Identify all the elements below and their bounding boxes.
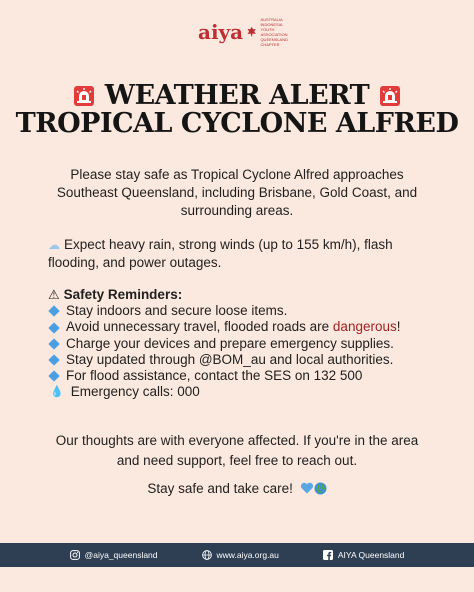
list-item: Avoid unnecessary travel, flooded roads are dangerous! (48, 319, 434, 335)
logo-tagline: AUSTRALIA INDONESIA YOUTH ASSOCIATION QUEENSLAND CHAPTER (260, 17, 288, 47)
globe-web-icon (202, 550, 212, 560)
garuda-icon (247, 21, 256, 43)
diamond-bullet-icon (48, 370, 59, 381)
diamond-bullet-icon (48, 338, 59, 349)
siren-icon (380, 86, 400, 106)
diamond-bullet-icon (48, 354, 59, 365)
list-item: 💧 Emergency calls: 000 (50, 384, 200, 400)
closing-line (0, 480, 474, 498)
list-item: For flood assistance, contact the SES on 132 500 (48, 368, 434, 384)
headline-weather-alert (0, 82, 474, 109)
list-item: Stay updated through @BOM_au and local authorities. (48, 352, 434, 368)
thoughts-text: Our thoughts are with everyone affected. If you're in the area and need support, feel free to reach out. (55, 433, 419, 468)
safety-reminders (48, 287, 434, 400)
facebook-link[interactable]: AIYA Queensland (323, 550, 404, 560)
globe-icon (314, 482, 327, 495)
blue-heart-icon (300, 482, 314, 494)
expect-text: Expect heavy rain, strong winds (up to 155 km/h), flash flooding, and power outages. (48, 237, 393, 270)
diamond-bullet-icon (48, 306, 59, 317)
expect-paragraph (48, 236, 434, 272)
danger-highlight: dangerous (332, 319, 397, 335)
closing-text: Stay safe and take care! (147, 481, 293, 496)
diamond-bullet-icon (48, 322, 59, 333)
facebook-icon (323, 550, 333, 560)
footer-bar (0, 543, 474, 567)
warning-icon: ⚠ (48, 287, 60, 302)
intro-text: Please stay safe as Tropical Cyclone Alfred approaches Southeast Queensland, including Brisbane, Gold Coast, and surrounding areas. (56, 167, 418, 218)
reminders-title: ⚠ Safety Reminders: (48, 287, 183, 302)
website-link[interactable]: www.aiya.org.au (202, 550, 279, 560)
instagram-link[interactable]: @aiya_queensland (70, 550, 158, 560)
headline-line2: TROPICAL CYCLONE ALFRED (15, 108, 459, 139)
snow-cloud-icon: ☁ (48, 238, 60, 252)
aiya-logo (198, 12, 288, 52)
list-item: Stay indoors and secure loose items. (48, 303, 434, 319)
headline-line1: WEATHER ALERT (104, 80, 370, 111)
siren-icon (74, 86, 94, 106)
droplet-icon: 💧 (50, 386, 64, 399)
logo-wordmark: aiya (198, 20, 244, 44)
list-item: Charge your devices and prepare emergency supplies. (48, 336, 434, 352)
instagram-icon (70, 550, 80, 560)
